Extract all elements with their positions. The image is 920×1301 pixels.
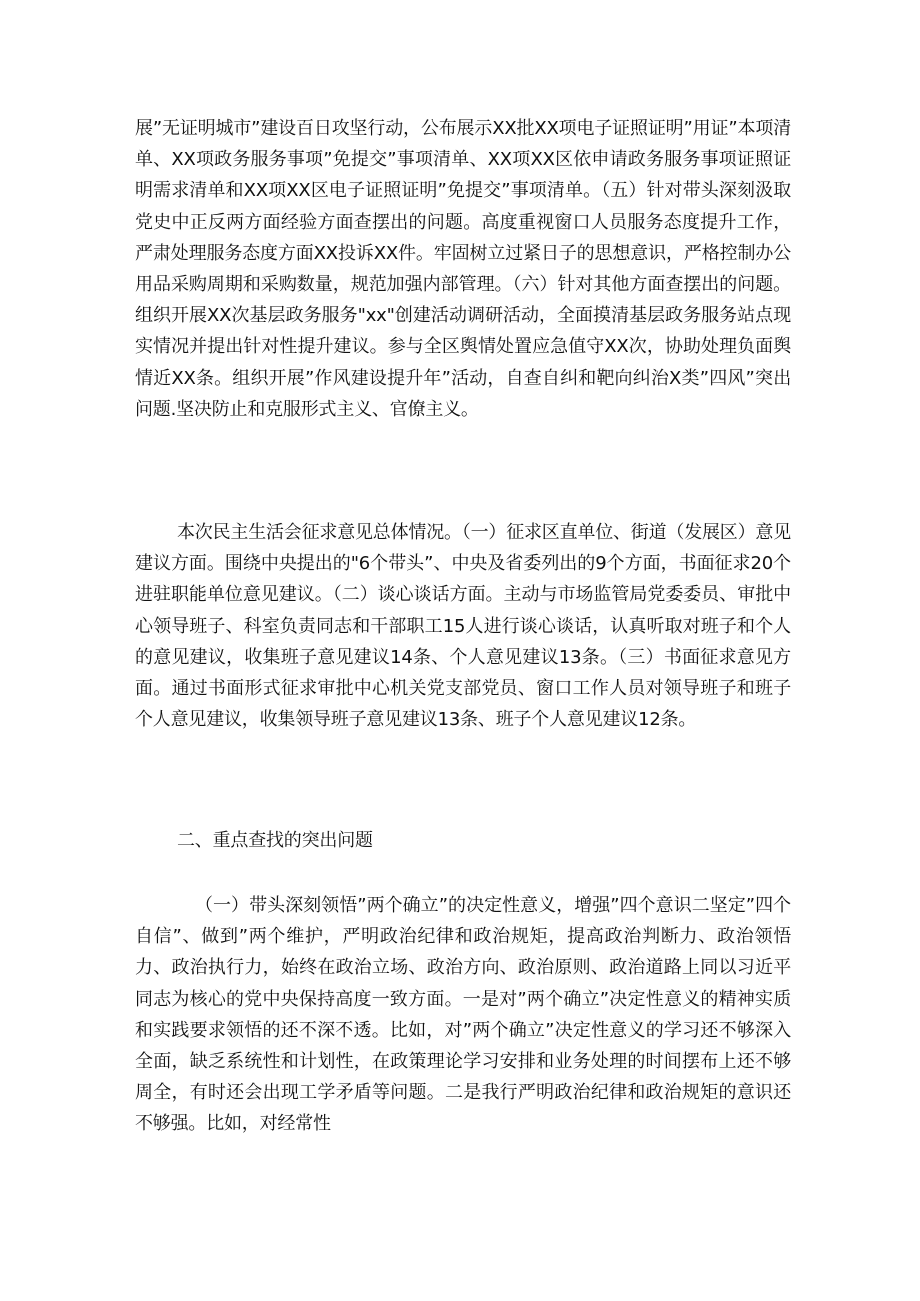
paragraph-problem-one: （一）带头深刻领悟”两个确立”的决定性意义，增强”四个意识二坚定”四个自信”、做到”两个维护，严明政治纪律和政治规矩，提高政治判断力、政治领悟力、政治执行力，始终在政治立场、政治方向、政治原则、政治道路上同以习近平同志为核心的党中央保持高度一致方面。一是对”两个确立”决定性意义的精神实质和实践要求领悟的还不深不透。比如，对”两个确立”决定性意义的学习还不够深入全面，缺乏系统性和计划性，在政策理论学习安排和业务处理的时间摆布上还不够周全，有时还会出现工学矛盾等问题。二是我行严明政治纪律和政治规矩的意识还不够强。比如，对经常性: [135, 895, 791, 1135]
paragraph-measures-continued: 展”无证明城市”建设百日攻坚行动，公布展示XX批XX项电子证照证明”用证”本项清单、XX项政务服务事项”免提交”事项清单、XX项XX区依申请政务服务事项证照证明需求清单和XX项XX区电子证照证明”免提交”事项清单。（五）针对带头深刻汲取党史中正反两方面经验方面查摆出的问题。高度重视窗口人员服务态度提升工作，严肃处理服务态度方面XX投诉XX件。牢固树立过紧日子的思想意识，严格控制办公用品采购周期和采购数量，规范加强内部管理。（六）针对其他方面查摆出的问题。组织开展XX次基层政务服务"xx"创建活动调研活动，全面摸清基层政务服务站点现实情况并提出针对性提升建议。参与全区舆情处置应急值守XX次，协助处理负面舆情近XX条。组织开展”作风建设提升年”活动，自查自纠和靶向纠治X类”四风”突出问题.坚决防止和克服形式主义、官僚主义。: [135, 118, 791, 420]
paragraph-opinion-collection: 本次民主生活会征求意见总体情况。（一）征求区直单位、街道（发展区）意见建议方面。围绕中央提出的"6个带头”、中央及省委列出的9个方面，书面征求20个进驻职能单位意见建议。（二）谈心谈话方面。主动与市场监管局党委委员、审批中心领导班子、科室负责同志和干部职工15人进行谈心谈话，认真听取对班子和个人的意见建议，收集班子意见建议14条、个人意见建议13条。（三）书面征求意见方面。通过书面形式征求审批中心机关党支部党员、窗口工作人员对领导班子和班子个人意见建议，收集领导班子意见建议13条、班子个人意见建议12条。: [135, 522, 791, 731]
section-heading: 二、重点查找的突出问题: [177, 830, 373, 851]
